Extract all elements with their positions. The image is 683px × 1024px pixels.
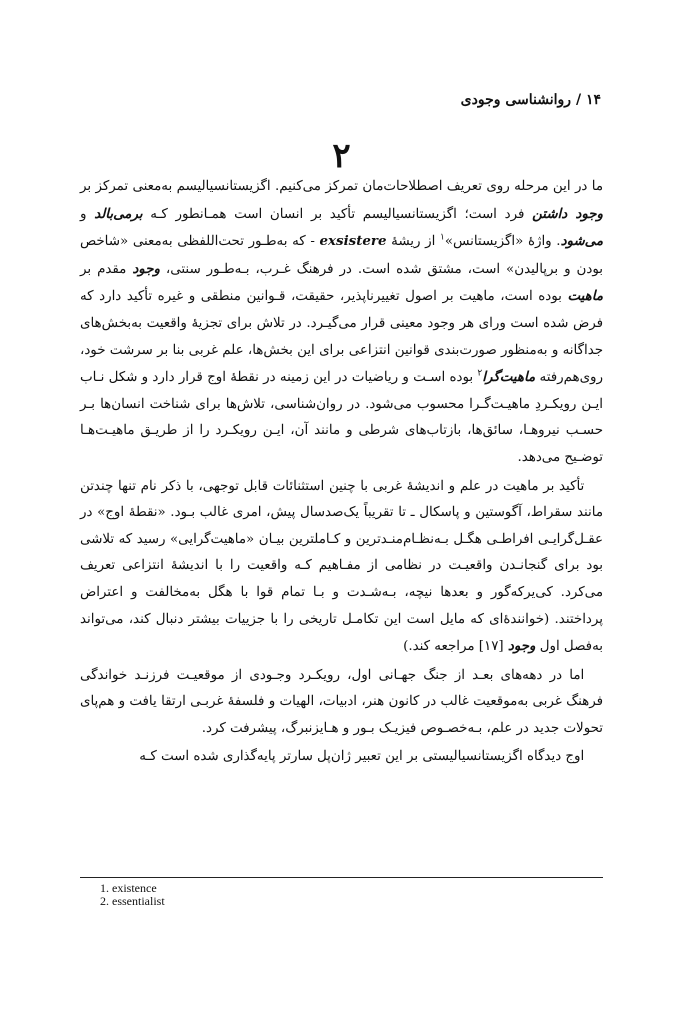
emphasis-text: وجود داشتن bbox=[532, 205, 603, 222]
body-text bbox=[80, 174, 603, 773]
running-header bbox=[82, 92, 601, 108]
emphasis-text: برمی‌بالد bbox=[94, 205, 143, 222]
latin-term: exsistere bbox=[319, 233, 387, 250]
footnote-marker: ۱ bbox=[440, 232, 445, 243]
footnote-divider bbox=[80, 877, 603, 878]
footnote-2: 2. essentialist bbox=[100, 894, 165, 908]
footnote-1: 1. existence bbox=[100, 881, 157, 895]
page-number: ۱۴ bbox=[585, 92, 601, 108]
paragraph-2: تأکید بر ماهیت در علم و اندیشهٔ غربی با چنین استثنائات قابل توجهی، با ذکر نام تنها چندتن مانند سقراط، آگوستین و پاسکال ـ تا تقریباً یک‌صدسال پیش، امری غالب بـود. «نقطهٔ اوج» در عقـل‌گرایـی افراطـی هگـل بـه‌نظـام‌منـدترین و کـاملترین بیـان «ماهیت‌گرایی» رسید که تلاشی بود برای گنجانـدن واقعیـت در نظامی از مفـاهیم کـه واقعیت را با اندیشهٔ انتزاعی تعریف می‌کرد. کی‌یرکه‌گور و بعدها نیچه، بـه‌شـدت و بـا تمام قوا با هگل به‌مخالفت و اعتراض پرداختند. (خوانندهٔ‌ای که مایل است این تکامـل تاریخی را با جزییات بیشتر دنبال کند، می‌تواند به‌فصل اول وجود [۱۷] مراجعه کند.) bbox=[80, 478, 603, 655]
header-separator: / bbox=[575, 92, 582, 108]
running-title: روانشناسی وجودی bbox=[460, 92, 572, 108]
chapter-number: ۲ bbox=[332, 136, 351, 176]
paragraph-1: ما در این مرحله روی تعریف اصطلاحات‌مان تمرکز می‌کنیم. اگزیستانسیالیسم به‌معنی تمرکز بر وجود داشتن فرد است؛ اگزیستانسیالیسم تأکید بر انسان است همـانطور کـه برمی‌بالد و می‌شود. واژهٔ «اگزیستانس»$^۱$ از ریشهٔ exsistere - که به‌طـور تحت‌اللفظی به‌معنی «شاخص بودن و برپالیدن» است، مشتق شده است. در فرهنگ غـرب، بـه‌طـور سنتی، وجود مقدم بر ماهیت بوده است، ماهیت بر اصول تغییرناپذیر، حقیقت، قـوانین منطقی و غیره تأکید دارد که فرض شده است ورای هر وجود معینی قرار می‌گیـرد. در تلاش برای تجزیهٔ واقعیت به‌بخش‌های جداگانه و به‌منظور صورت‌بندی قوانین انتزاعی برای این بخش‌ها، علم غربی بنا بر سرشت خود، روی‌هم‌رفته ماهیت‌گرا$^۲$ بوده اسـت و ریاضیات در این زمینه در نقطهٔ اوج قرار دارد و شکل نـاب ایـن رویکـردِ ماهیـت‌گـرا محسوب می‌شود. در روان‌شناسی، تلاش‌ها برای شناخت انسان‌ها بـر حسـب نیروهـا، سائق‌ها، بازتاب‌های شرطی و مانند آن، ایـن رویکـرد را از طریـق ماهیـت‌هـا توضـیح می‌دهد. bbox=[80, 179, 603, 465]
footnotes bbox=[100, 882, 165, 908]
emphasis-text: وجود bbox=[507, 638, 536, 655]
emphasis-text: وجود bbox=[132, 260, 160, 277]
paragraph-3: اما در دهه‌های بعـد از جنگ جهـانی اول، رویکـرد وجـودی از موقعیـت فرزنـد خواندگی فرهنگ غربی به‌موقعیت غالب در کانون هنر، ادبیات، الهیات و فلسفهٔ غربـی ارتقا یافت و هم‌پای تحولات جدید در علم، بـه‌خصـوص فیزیـک بـور و هـایزنبرگ، پیشرفت کرد. bbox=[80, 667, 603, 736]
emphasis-text: ماهیت bbox=[567, 288, 603, 305]
footnote-marker: ۲ bbox=[477, 368, 483, 379]
paragraph-4: اوج دیدگاه اگزیستانسیالیستی بر این تعبیر ژان‌پل سارتر پایه‌گذاری شده است کـه bbox=[139, 749, 585, 765]
emphasis-text: می‌شود bbox=[560, 233, 603, 250]
emphasis-text: ماهیت‌گرا bbox=[482, 369, 536, 386]
